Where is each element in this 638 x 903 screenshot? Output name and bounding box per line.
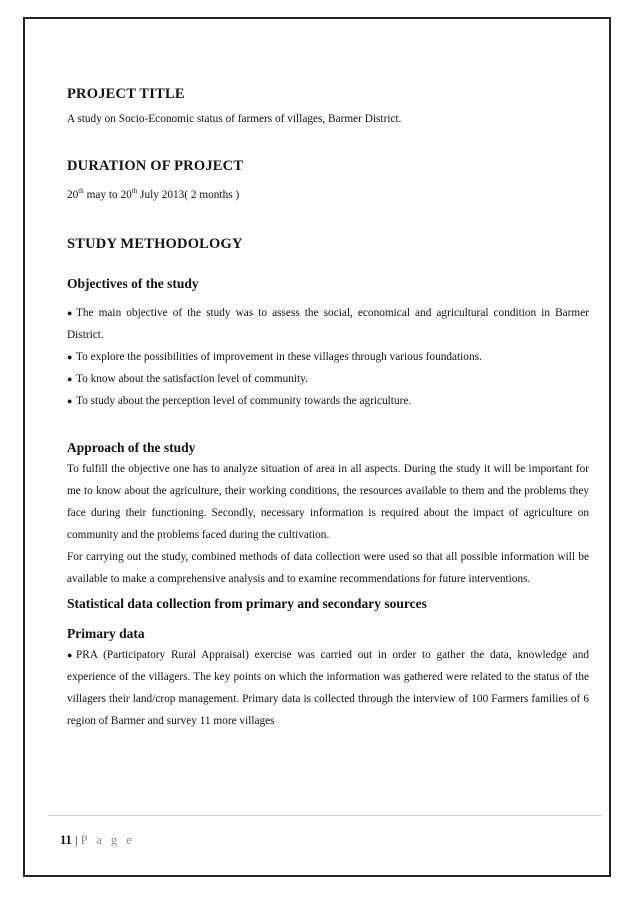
page-footer [60,833,135,848]
objective-item: ● To know about the satisfaction level of community. [67,368,589,390]
duration-start-sup: th [78,187,84,195]
duration-start-day: 20 [67,188,79,201]
objective-item: ● To study about the perception level of community towards the agriculture. [67,390,589,412]
duration-end-sup: th [131,187,138,195]
duration-middle: may to 20 [83,188,132,201]
approach-paragraph-2: For carrying out the study, combined methods of data collection were used so that all possible information will be available to make a comprehensive analysis and to examine recommendations for future interventions. [67,550,589,585]
page-label: P a g e [80,833,135,847]
objectives-heading: Objectives of the study [67,275,199,291]
duration-text [67,180,589,206]
primary-data-item: ● PRA (Participatory Rural Appraisal) exercise was carried out in order to gather the data, knowledge and experience of the villagers. The key points on which the information was gathered were related to the status of the villagers their land/crop management. Primary data is collected through the interview of 100 Farmers families of 6 region of Barmer and survey 11 more villages [67,644,589,732]
footer-separator: | [74,833,78,847]
approach-heading: Approach of the study [67,439,196,455]
page-number: 11 [60,833,72,847]
primary-data-heading: Primary data [67,625,145,641]
duration-end-text: July 2013( 2 months ) [137,188,240,201]
bullet-icon: ● [67,373,73,384]
statistical-heading: Statistical data collection from primary and secondary sources [67,595,427,611]
objective-item: ● The main objective of the study was to assess the social, economical and agricultural condition in Barmer District. [67,302,589,346]
bullet-icon: ● [67,307,73,318]
duration-heading: DURATION OF PROJECT [67,158,244,174]
project-title-heading: PROJECT TITLE [67,86,185,102]
bullet-icon: ● [67,649,73,660]
objective-item: ● To explore the possibilities of improvement in these villages through various foundations. [67,346,589,368]
project-title-text: A study on Socio-Economic status of farmers of villages, Barmer District. [67,113,402,125]
methodology-heading: STUDY METHODOLOGY [67,235,243,252]
approach-paragraph-1: To fulfill the objective one has to analyze situation of area in all aspects. During the study it will be important for me to know about the agriculture, their working conditions, the resources available to them and the problems they face during their functioning. Secondly, necessary information is required about the impact of agriculture on community and the problems faced during the cultivation. [67,462,589,541]
document-body [67,84,589,732]
bullet-icon: ● [67,351,73,362]
bullet-icon: ● [67,395,73,406]
footer-divider [48,815,602,816]
